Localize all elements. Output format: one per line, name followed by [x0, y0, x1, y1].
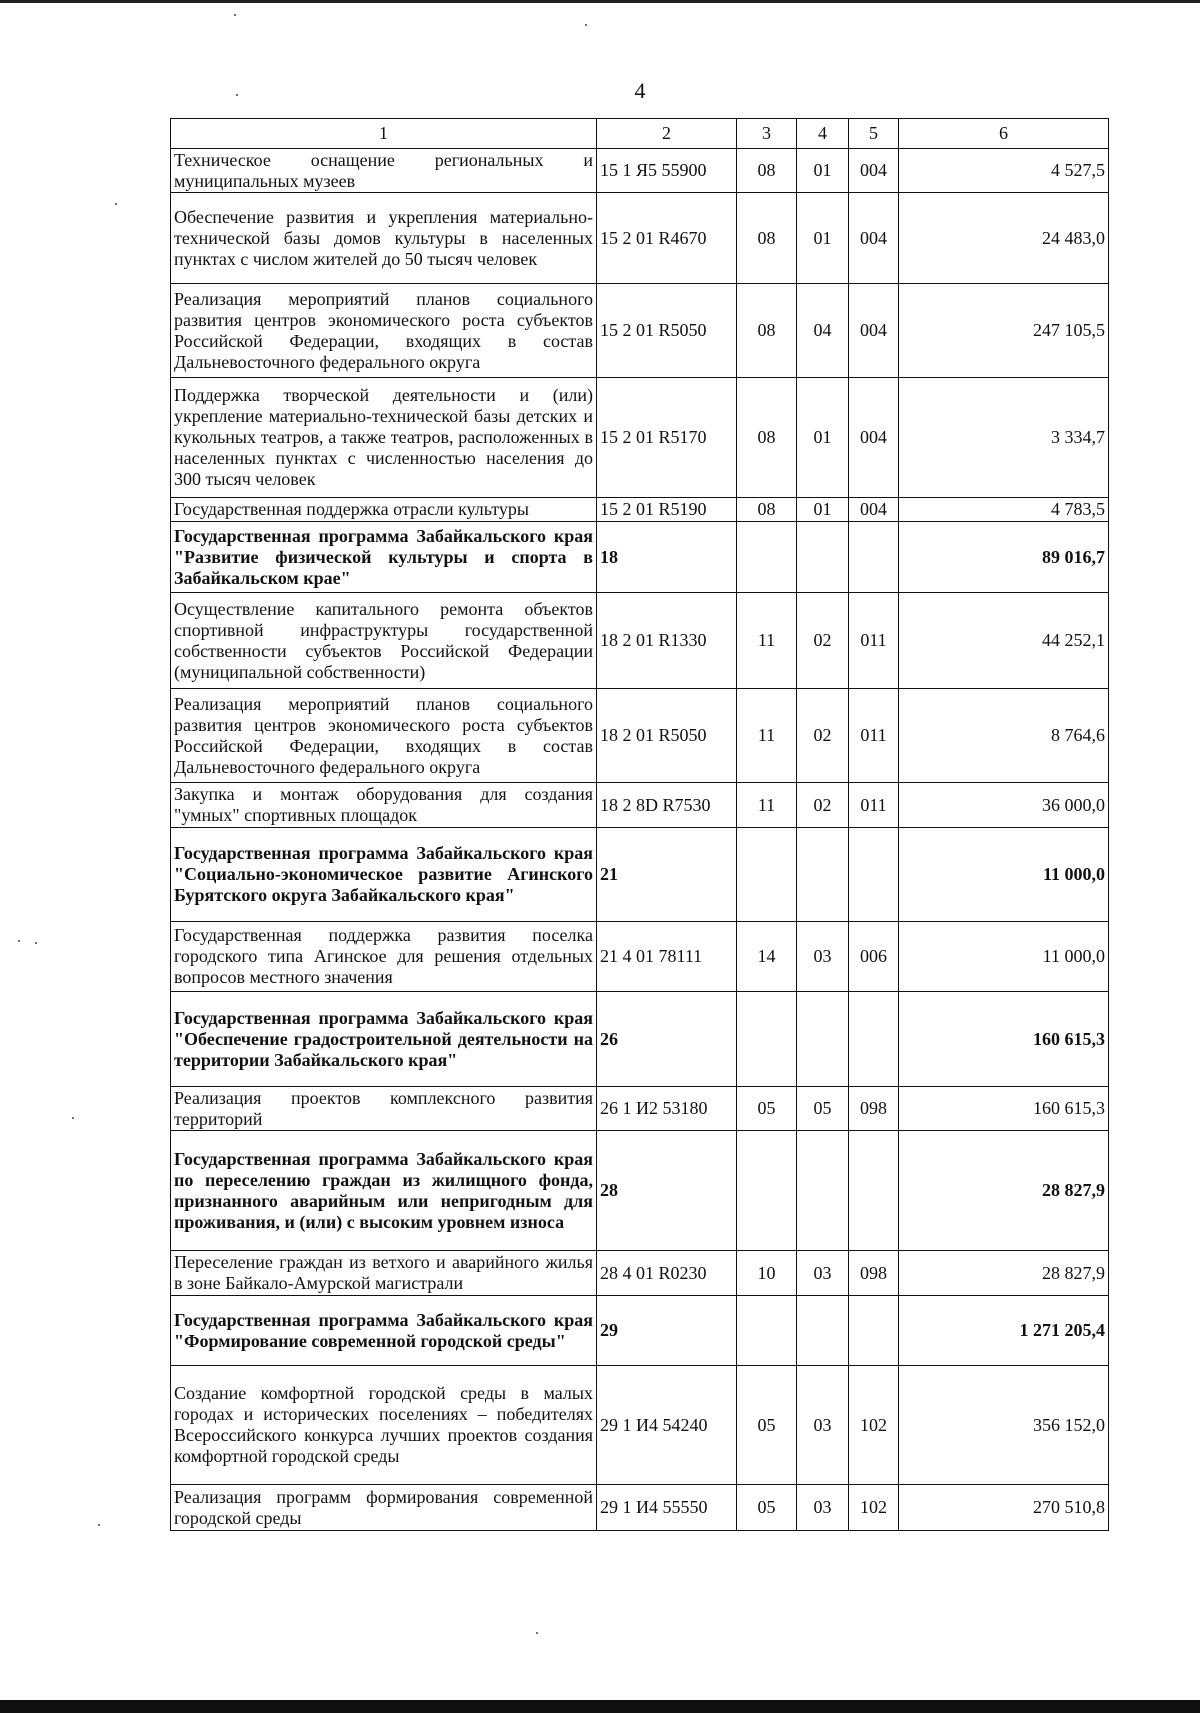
scan-edge-bottom [0, 1700, 1200, 1713]
table-body [171, 149, 1109, 1531]
row-amount-cell: 8 764,6 [899, 689, 1109, 783]
column-header: 1 [171, 119, 597, 149]
row-code-cell: 21 4 01 78111 [597, 922, 737, 992]
row-section-cell: 08 [737, 498, 797, 522]
row-amount-cell: 1 271 205,4 [899, 1296, 1109, 1366]
row-section-cell: 11 [737, 689, 797, 783]
row-group-cell [849, 1296, 899, 1366]
row-section-cell: 11 [737, 593, 797, 689]
row-name-cell: Переселение граждан из ветхого и аварийного жилья в зоне Байкало-Амурской магистрали [171, 1251, 597, 1296]
row-subsection-cell: 01 [797, 498, 849, 522]
row-group-cell: 098 [849, 1251, 899, 1296]
table-row [171, 1087, 1109, 1131]
row-group-cell: 006 [849, 922, 899, 992]
row-subsection-cell: 03 [797, 1366, 849, 1485]
scan-speck [234, 14, 236, 16]
scan-speck [585, 24, 587, 26]
row-group-cell: 004 [849, 193, 899, 284]
row-amount-cell: 89 016,7 [899, 522, 1109, 593]
row-subsection-cell: 03 [797, 1251, 849, 1296]
row-code-cell: 15 2 01 R5050 [597, 284, 737, 378]
row-code-cell: 15 2 01 R5190 [597, 498, 737, 522]
scan-speck [72, 1117, 74, 1119]
row-amount-cell: 11 000,0 [899, 922, 1109, 992]
row-subsection-cell: 02 [797, 783, 849, 828]
row-name-cell: Закупка и монтаж оборудования для создания "умных" спортивных площадок [171, 783, 597, 828]
row-amount-cell: 4 783,5 [899, 498, 1109, 522]
row-section-cell [737, 1131, 797, 1251]
row-name-cell: Государственная программа Забайкальского края "Развитие физической культуры и спорта в Забайкальском крае" [171, 522, 597, 593]
row-group-cell: 004 [849, 149, 899, 193]
scan-speck [35, 942, 37, 944]
row-group-cell: 004 [849, 498, 899, 522]
table-header-row [171, 119, 1109, 149]
row-code-cell: 26 1 И2 53180 [597, 1087, 737, 1131]
row-section-cell: 08 [737, 193, 797, 284]
row-section-cell [737, 992, 797, 1087]
row-code-cell: 15 2 01 R5170 [597, 378, 737, 498]
table-row [171, 922, 1109, 992]
row-subsection-cell [797, 828, 849, 922]
scan-speck [115, 203, 117, 205]
row-section-cell: 05 [737, 1485, 797, 1531]
row-code-cell: 29 1 И4 54240 [597, 1366, 737, 1485]
row-name-cell: Реализация мероприятий планов социального развития центров экономического роста субъектов Российской Федерации, входящих в состав Дальневосточного федерального округа [171, 689, 597, 783]
row-group-cell [849, 992, 899, 1087]
scan-speck [536, 1632, 538, 1634]
table-row [171, 1366, 1109, 1485]
row-name-cell: Реализация проектов комплексного развития территорий [171, 1087, 597, 1131]
row-name-cell: Государственная программа Забайкальского края "Социально-экономическое развитие Агинского Бурятского округа Забайкальского края" [171, 828, 597, 922]
row-group-cell [849, 1131, 899, 1251]
row-subsection-cell [797, 522, 849, 593]
row-code-cell: 18 2 01 R1330 [597, 593, 737, 689]
table-row [171, 1485, 1109, 1531]
row-code-cell: 29 1 И4 55550 [597, 1485, 737, 1531]
row-subsection-cell: 04 [797, 284, 849, 378]
row-subsection-cell: 01 [797, 193, 849, 284]
column-header: 5 [849, 119, 899, 149]
row-section-cell [737, 1296, 797, 1366]
row-name-cell: Поддержка творческой деятельности и (или) укрепление материально-технической базы детских и кукольных театров, а также театров, расположенных в населенных пунктах с численностью населения до 300 тысяч человек [171, 378, 597, 498]
page-number: 4 [634, 78, 646, 103]
row-amount-cell: 44 252,1 [899, 593, 1109, 689]
table-row [171, 378, 1109, 498]
row-group-cell [849, 522, 899, 593]
row-name-cell: Техническое оснащение региональных и муниципальных музеев [171, 149, 597, 193]
row-section-cell: 08 [737, 149, 797, 193]
row-code-cell: 29 [597, 1296, 737, 1366]
row-name-cell: Государственная программа Забайкальского края по переселению граждан из жилищного фонда, признанного аварийным или непригодным для проживания, и (или) с высоким уровнем износа [171, 1131, 597, 1251]
row-subsection-cell: 03 [797, 922, 849, 992]
row-group-cell: 102 [849, 1485, 899, 1531]
row-group-cell: 011 [849, 593, 899, 689]
row-amount-cell: 11 000,0 [899, 828, 1109, 922]
row-subsection-cell: 01 [797, 149, 849, 193]
table-row [171, 828, 1109, 922]
row-group-cell: 098 [849, 1087, 899, 1131]
row-code-cell: 15 1 Я5 55900 [597, 149, 737, 193]
table-row [171, 284, 1109, 378]
row-code-cell: 21 [597, 828, 737, 922]
column-header: 3 [737, 119, 797, 149]
row-amount-cell: 160 615,3 [899, 1087, 1109, 1131]
row-section-cell: 05 [737, 1366, 797, 1485]
row-name-cell: Государственная поддержка отрасли культуры [171, 498, 597, 522]
row-name-cell: Осуществление капитального ремонта объектов спортивной инфраструктуры государственной собственности субъектов Российской Федерации (муниципальной собственности) [171, 593, 597, 689]
row-amount-cell: 160 615,3 [899, 992, 1109, 1087]
column-header: 2 [597, 119, 737, 149]
table-row [171, 1131, 1109, 1251]
row-group-cell: 102 [849, 1366, 899, 1485]
scan-edge-top [0, 0, 1200, 3]
column-header: 6 [899, 119, 1109, 149]
row-group-cell: 011 [849, 783, 899, 828]
row-group-cell: 004 [849, 284, 899, 378]
row-subsection-cell [797, 1296, 849, 1366]
table-row [171, 522, 1109, 593]
row-code-cell: 18 2 8D R7530 [597, 783, 737, 828]
table-row [171, 1251, 1109, 1296]
row-name-cell: Реализация программ формирования современной городской среды [171, 1485, 597, 1531]
row-name-cell: Обеспечение развития и укрепления материально-технической базы домов культуры в населенных пунктах с числом жителей до 50 тысяч человек [171, 193, 597, 284]
row-name-cell: Государственная поддержка развития поселка городского типа Агинское для решения отдельных вопросов местного значения [171, 922, 597, 992]
row-section-cell: 05 [737, 1087, 797, 1131]
row-section-cell: 11 [737, 783, 797, 828]
row-subsection-cell: 05 [797, 1087, 849, 1131]
row-subsection-cell: 03 [797, 1485, 849, 1531]
row-group-cell: 004 [849, 378, 899, 498]
row-section-cell: 10 [737, 1251, 797, 1296]
row-subsection-cell: 02 [797, 593, 849, 689]
row-subsection-cell [797, 1131, 849, 1251]
row-name-cell: Государственная программа Забайкальского края "Формирование современной городской среды" [171, 1296, 597, 1366]
row-section-cell [737, 522, 797, 593]
scan-speck [236, 94, 238, 96]
row-name-cell: Реализация мероприятий планов социального развития центров экономического роста субъектов Российской Федерации, входящих в состав Дальневосточного федерального округа [171, 284, 597, 378]
row-group-cell [849, 828, 899, 922]
row-subsection-cell: 01 [797, 378, 849, 498]
row-amount-cell: 4 527,5 [899, 149, 1109, 193]
row-amount-cell: 247 105,5 [899, 284, 1109, 378]
budget-table [170, 118, 1109, 1531]
row-amount-cell: 24 483,0 [899, 193, 1109, 284]
row-amount-cell: 28 827,9 [899, 1131, 1109, 1251]
table-row [171, 1296, 1109, 1366]
row-section-cell [737, 828, 797, 922]
row-name-cell: Создание комфортной городской среды в малых городах и исторических поселениях – победителях Всероссийского конкурса лучших проектов создания комфортной городской среды [171, 1366, 597, 1485]
row-code-cell: 26 [597, 992, 737, 1087]
table-row [171, 992, 1109, 1087]
row-code-cell: 15 2 01 R4670 [597, 193, 737, 284]
row-group-cell: 011 [849, 689, 899, 783]
row-amount-cell: 3 334,7 [899, 378, 1109, 498]
row-code-cell: 18 [597, 522, 737, 593]
row-subsection-cell: 02 [797, 689, 849, 783]
scan-speck [98, 1524, 100, 1526]
row-section-cell: 08 [737, 284, 797, 378]
table-row [171, 498, 1109, 522]
row-name-cell: Государственная программа Забайкальского края "Обеспечение градостроительной деятельности на территории Забайкальского края" [171, 992, 597, 1087]
row-subsection-cell [797, 992, 849, 1087]
scan-speck [18, 940, 20, 942]
row-code-cell: 28 4 01 R0230 [597, 1251, 737, 1296]
row-section-cell: 08 [737, 378, 797, 498]
row-amount-cell: 270 510,8 [899, 1485, 1109, 1531]
row-code-cell: 28 [597, 1131, 737, 1251]
table-row [171, 193, 1109, 284]
table-row [171, 783, 1109, 828]
row-section-cell: 14 [737, 922, 797, 992]
table-row [171, 149, 1109, 193]
row-code-cell: 18 2 01 R5050 [597, 689, 737, 783]
row-amount-cell: 28 827,9 [899, 1251, 1109, 1296]
row-amount-cell: 356 152,0 [899, 1366, 1109, 1485]
row-amount-cell: 36 000,0 [899, 783, 1109, 828]
table-row [171, 593, 1109, 689]
table-row [171, 689, 1109, 783]
column-header: 4 [797, 119, 849, 149]
